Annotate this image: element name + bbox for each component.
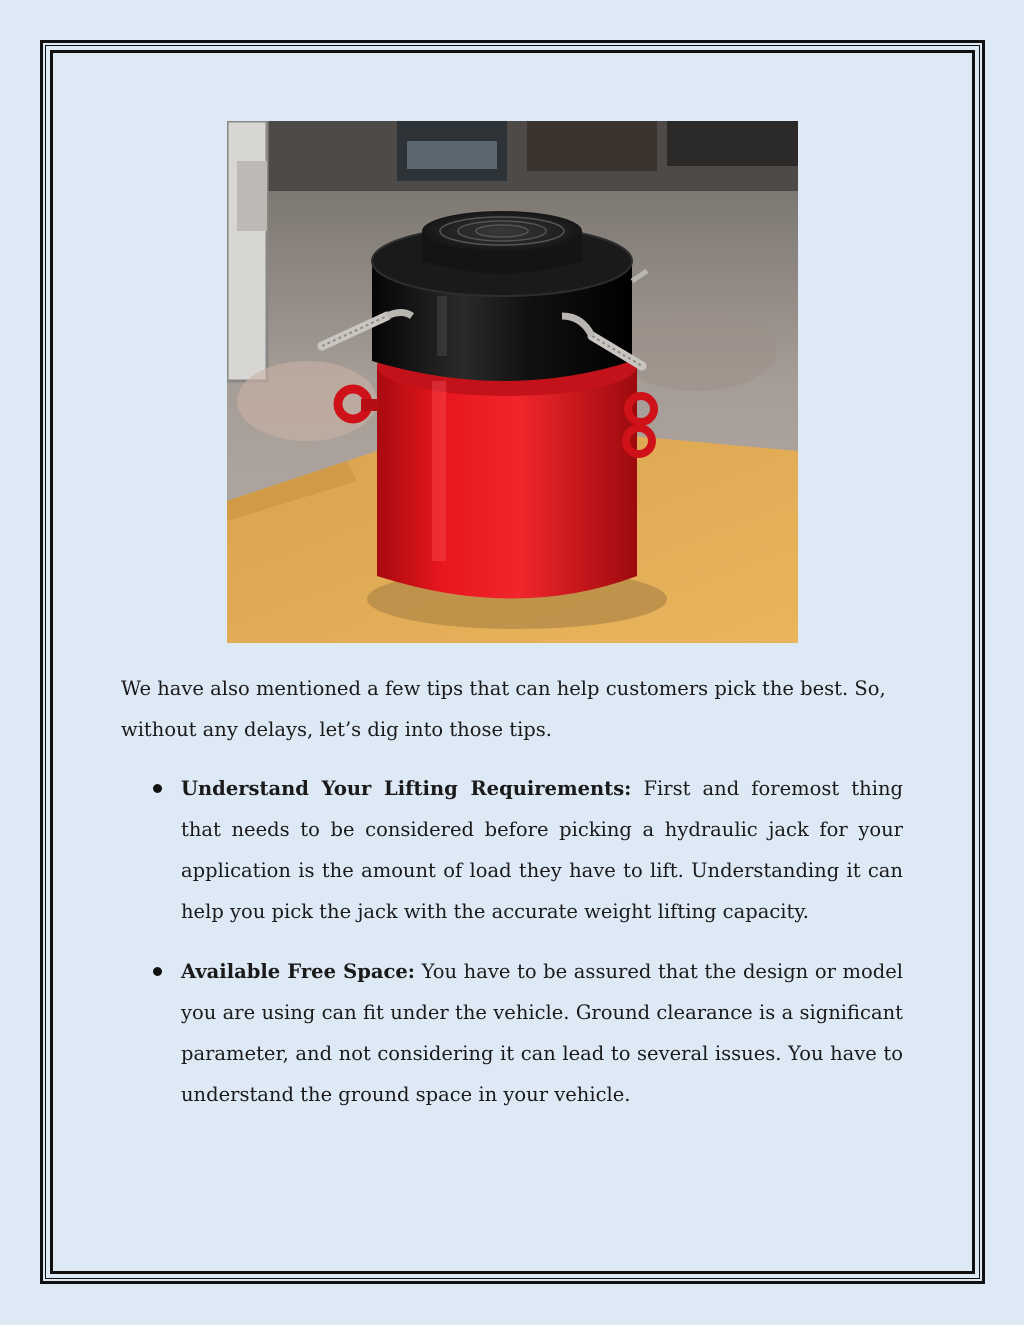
intro-paragraph: We have also mentioned a few tips that can help customers pick the best. So, without any delays, let’s dig into those tips.	[121, 677, 886, 741]
tip-title: Available Free Space:	[181, 960, 415, 983]
bullet-icon	[153, 967, 162, 976]
bullet-icon	[153, 784, 162, 793]
list-item	[121, 768, 903, 932]
tip-body: You have to be assured that the design or model you are using can fit under the vehicle. Ground clearance is a significant parameter, and not considering it can lead to several issues. You have to understand the ground space in your vehicle.	[181, 960, 903, 1106]
tip-title: Understand Your Lifting Requirements:	[181, 777, 632, 800]
hydraulic-jack-photo	[227, 121, 798, 643]
tips-list	[121, 768, 903, 1115]
list-item	[121, 951, 903, 1115]
tip-body: First and foremost thing that needs to be considered before picking a hydraulic jack for your application is the amount of load they have to lift. Understanding it can help you pick the jack with the accurate weight lifting capacity.	[181, 777, 903, 923]
